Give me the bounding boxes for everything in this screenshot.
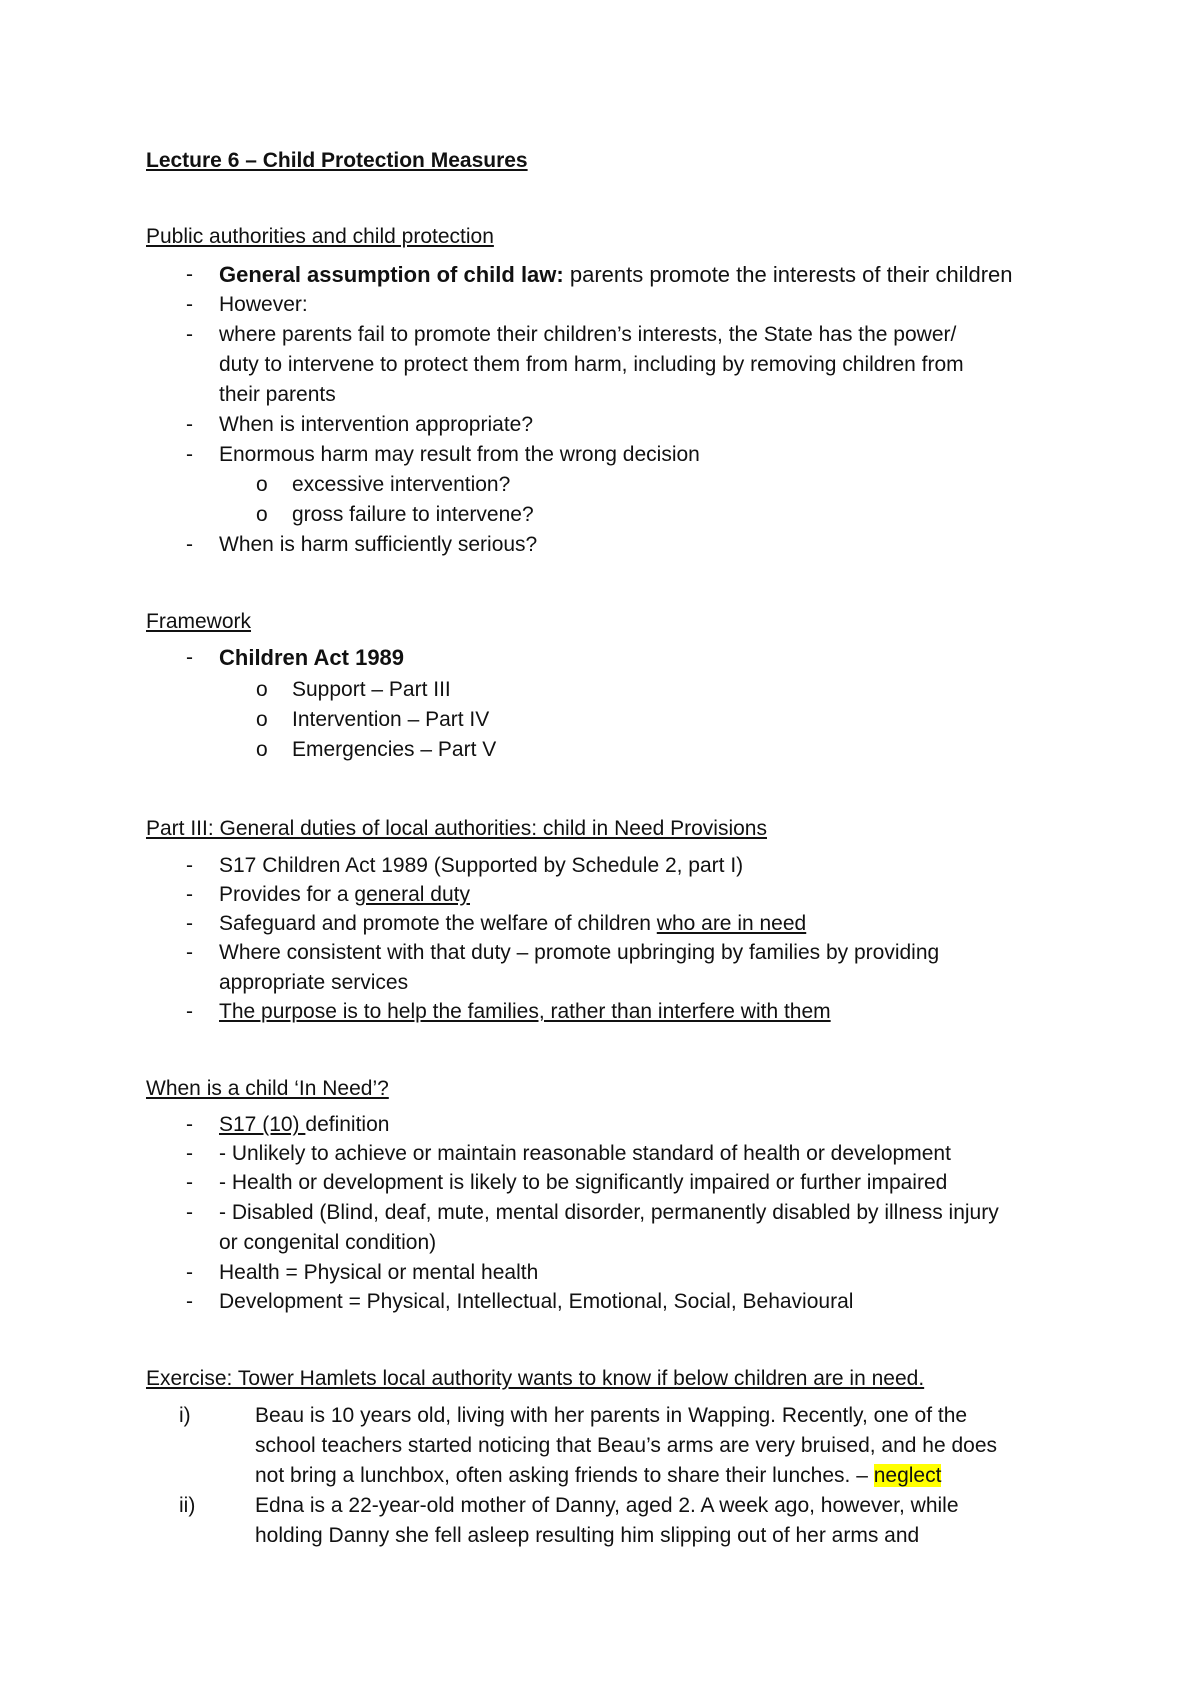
section-heading-in-need: When is a child ‘In Need’? — [146, 1077, 389, 1100]
dash-marker: - — [186, 646, 193, 669]
item-text: - Unlikely to achieve or maintain reasonable standard of health or development — [219, 1142, 951, 1165]
item-text: Enormous harm may result from the wrong decision — [219, 443, 700, 466]
underlined-text: who are in need — [656, 912, 807, 935]
item-text: or congenital condition) — [219, 1231, 437, 1254]
dash-marker: - — [186, 941, 193, 964]
circle-bullet-marker: o — [256, 738, 268, 761]
item-text: Provides for a — [219, 883, 355, 906]
circle-bullet-marker: o — [256, 473, 268, 496]
item-text: Safeguard and promote the welfare of children — [219, 912, 657, 935]
item-text: duty to intervene to protect them from harm, including by removing children from — [219, 353, 964, 376]
dash-marker: - — [186, 413, 193, 436]
item-text: When is harm sufficiently serious? — [219, 533, 538, 556]
circle-bullet-marker: o — [256, 678, 268, 701]
dash-marker: - — [186, 443, 193, 466]
item-text: not bring a lunchbox, often asking friends to share their lunches. – — [255, 1464, 874, 1487]
item-text: Children Act 1989 — [219, 645, 405, 670]
item-text: Support – Part III — [292, 678, 451, 701]
dash-marker: - — [186, 912, 193, 935]
item-text: school teachers started noticing that Beau’s arms are very bruised, and he does — [255, 1434, 998, 1457]
section-heading-exercise: Exercise: Tower Hamlets local authority wants to know if below children are in need. — [146, 1367, 925, 1390]
item-text: Beau is 10 years old, living with her parents in Wapping. Recently, one of the — [255, 1404, 968, 1427]
dash-marker: - — [186, 1142, 193, 1165]
item-text: Where consistent with that duty – promote upbringing by families by providing — [219, 941, 940, 964]
item-text: Health = Physical or mental health — [219, 1261, 539, 1284]
item-text: excessive intervention? — [292, 473, 511, 496]
dash-marker: - — [186, 293, 193, 316]
page-title: Lecture 6 – Child Protection Measures — [146, 149, 528, 172]
item-number: i) — [179, 1404, 191, 1427]
dash-marker: - — [186, 1290, 193, 1313]
dash-marker: - — [186, 1000, 193, 1023]
item-text: When is intervention appropriate? — [219, 413, 534, 436]
circle-bullet-marker: o — [256, 708, 268, 731]
item-text: gross failure to intervene? — [292, 503, 534, 526]
dash-marker: - — [186, 1171, 193, 1194]
section-heading-framework: Framework — [146, 610, 252, 633]
item-text: holding Danny she fell asleep resulting him slipping out of her arms and — [255, 1524, 920, 1547]
item-text: However: — [219, 293, 308, 316]
item-text: S17 Children Act 1989 (Supported by Schedule 2, part I) — [219, 854, 744, 877]
circle-bullet-marker: o — [256, 503, 268, 526]
dash-marker: - — [186, 323, 193, 346]
dash-marker: - — [186, 883, 193, 906]
item-text: where parents fail to promote their children’s interests, the State has the power/ — [219, 323, 957, 346]
underlined-text: The purpose is to help the families, rather than interfere with them — [219, 1000, 831, 1023]
dash-marker: - — [186, 854, 193, 877]
underlined-text: S17 (10) — [219, 1113, 306, 1136]
underlined-text: general duty — [354, 883, 470, 906]
dash-marker: - — [186, 263, 193, 286]
item-text: Intervention – Part IV — [292, 708, 490, 731]
dash-marker: - — [186, 1113, 193, 1136]
item-text: Development = Physical, Intellectual, Emotional, Social, Behavioural — [219, 1290, 854, 1313]
dash-marker: - — [186, 1201, 193, 1224]
item-text: their parents — [219, 383, 336, 406]
item-number: ii) — [179, 1494, 196, 1517]
item-text: - Disabled (Blind, deaf, mute, mental disorder, permanently disabled by illness injury — [219, 1201, 999, 1224]
item-text: Emergencies – Part V — [292, 738, 497, 761]
highlighted-text: neglect — [873, 1464, 942, 1487]
item-text: parents promote the interests of their children — [563, 262, 1013, 287]
section-heading-public-authorities: Public authorities and child protection — [146, 225, 494, 248]
item-text: Edna is a 22-year-old mother of Danny, aged 2. A week ago, however, while — [255, 1494, 959, 1517]
dash-marker: - — [186, 533, 193, 556]
dash-marker: - — [186, 1261, 193, 1284]
bold-lead-text: General assumption of child law: — [219, 262, 564, 287]
item-text: definition — [305, 1113, 390, 1136]
item-text: appropriate services — [219, 971, 409, 994]
section-heading-part-iii: Part III: General duties of local authorities: child in Need Provisions — [146, 817, 767, 840]
item-text: - Health or development is likely to be significantly impaired or further impaired — [219, 1171, 948, 1194]
